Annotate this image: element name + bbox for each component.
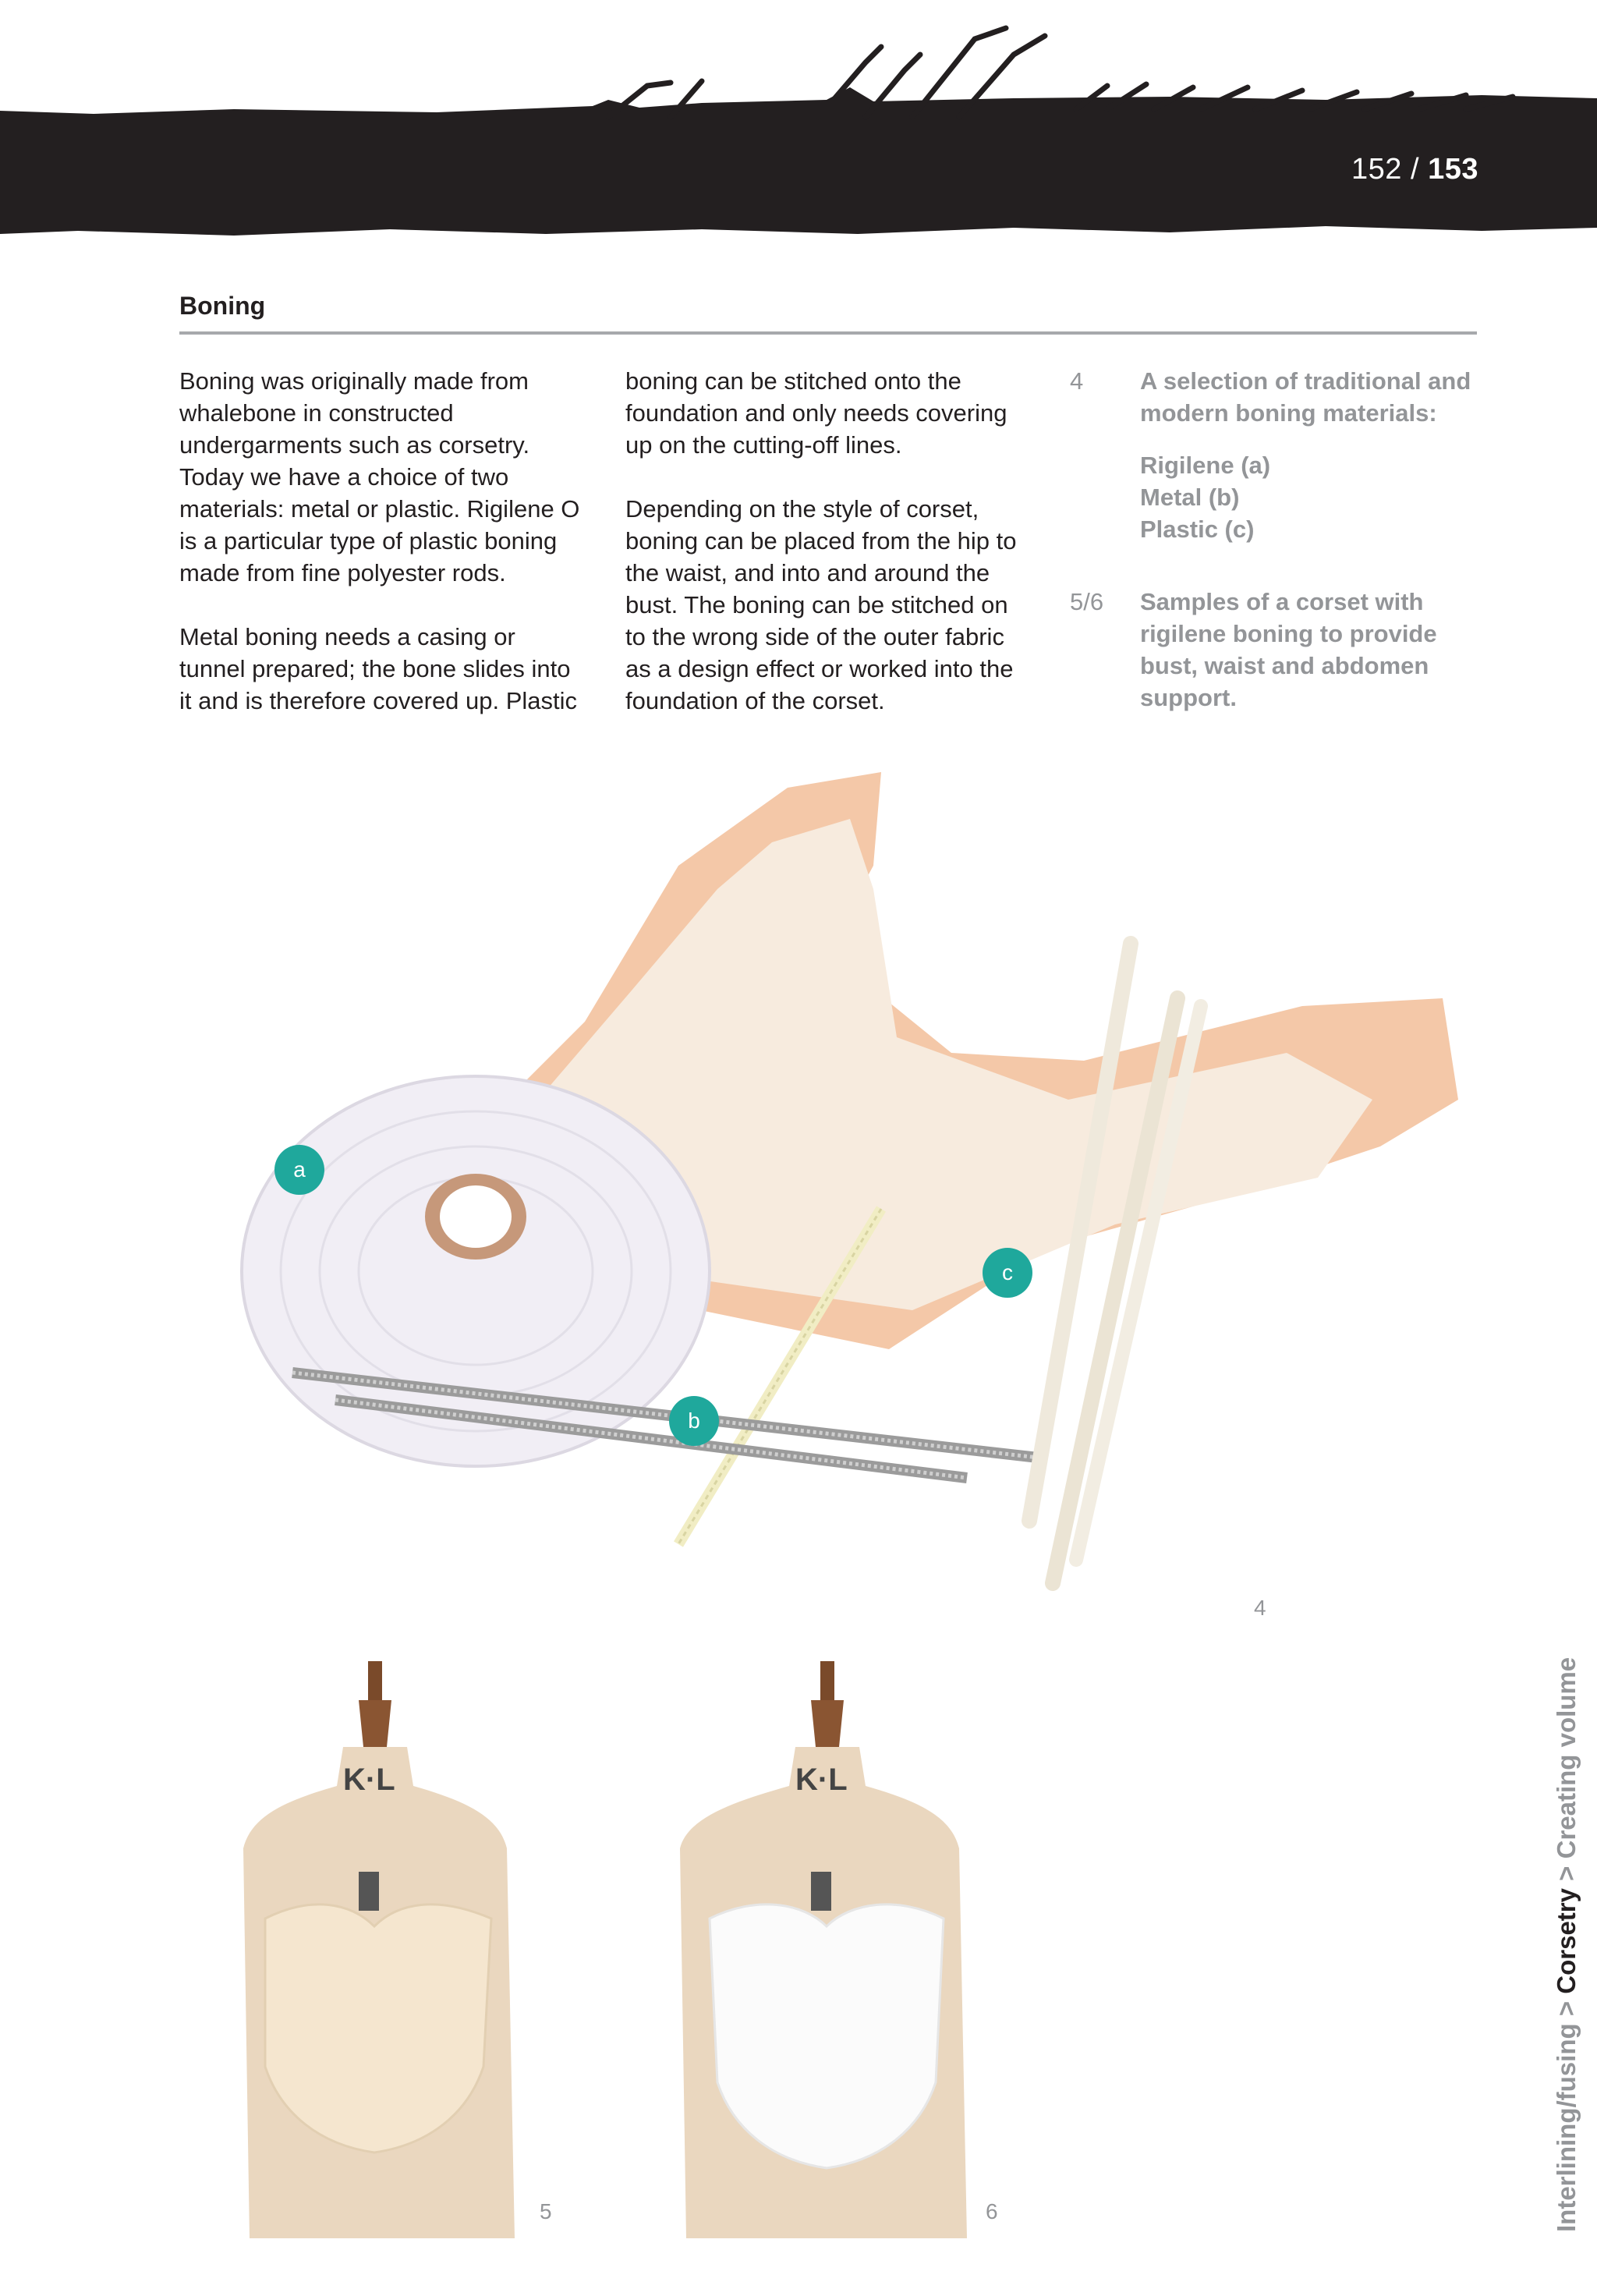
- body-paragraph: Depending on the style of corset, boning can be placed from the hip to the waist, and into and around the bust. The boning can be stitched on to the wrong side of the outer fabric as a design effect or worked into the foundation of the corset.: [625, 495, 1017, 714]
- boning-materials-photo: [226, 772, 1458, 1669]
- figure-4-label: 4: [1254, 1596, 1266, 1620]
- header-brush-band: [0, 0, 1597, 250]
- marker-b: b: [669, 1396, 719, 1446]
- caption-text: A selection of traditional and modern boning materials:: [1140, 367, 1471, 427]
- nav-item-creating-volume: Creating volume: [1552, 1656, 1581, 1859]
- nav-separator: >: [1552, 1993, 1581, 2024]
- page-number-right: 153: [1428, 153, 1478, 186]
- nav-item-corsetry: Corsetry: [1552, 1888, 1581, 1994]
- page-number-separator: /: [1401, 153, 1429, 186]
- caption-text: Samples of a corset with rigilene boning to provide bust, waist and abdomen support.: [1140, 588, 1437, 711]
- figure-6-label: 6: [986, 2199, 998, 2223]
- figure-5-label: 5: [540, 2199, 552, 2223]
- nav-separator: >: [1552, 1858, 1581, 1888]
- body-paragraph: Metal boning needs a casing or tunnel prepared; the bone slides into it and is therefore covered up. Plastic: [179, 623, 578, 714]
- page-number: [1351, 153, 1478, 186]
- caption-number: 5/6: [1070, 588, 1104, 615]
- caption-4: [1070, 365, 1491, 565]
- dress-form-illustration: [671, 1661, 998, 2238]
- section-heading: [179, 292, 1477, 335]
- boning-materials-illustration: [226, 772, 1458, 1669]
- caption-number: 4: [1070, 367, 1084, 395]
- body-paragraph: Boning was originally made from whalebone in constructed undergarments such as corsetry. Today we have a choice of two materials: metal or plastic. Rigilene O is a particular type of plastic boning made from fine polyester rods.: [179, 367, 580, 586]
- form-brand-mark: K·L: [795, 1763, 848, 1797]
- section-title: Boning: [179, 292, 266, 320]
- nav-item-interlining: Interlining/fusing: [1552, 2023, 1581, 2232]
- dress-form-illustration: [234, 1661, 561, 2238]
- caption-list: [1140, 449, 1491, 545]
- page-number-left: 152: [1351, 153, 1402, 186]
- caption-list-item: Rigilene (a): [1140, 452, 1271, 479]
- form-brand-mark: K·L: [343, 1763, 395, 1797]
- caption-list-item: Metal (b): [1140, 484, 1240, 511]
- marker-a: a: [274, 1145, 324, 1195]
- captions-column: [1070, 365, 1491, 754]
- caption-list-item: Plastic (c): [1140, 516, 1255, 543]
- side-navigation: [1552, 1657, 1581, 2232]
- body-column-2: [625, 365, 1031, 749]
- corset-form-photo-6: [671, 1661, 998, 2238]
- corset-form-photo-5: [234, 1661, 561, 2238]
- marker-c: c: [983, 1248, 1032, 1298]
- caption-5-6: [1070, 586, 1491, 734]
- corset: [710, 1904, 944, 2168]
- body-column-1: [179, 365, 585, 749]
- body-paragraph: boning can be stitched onto the foundation and only needs covering up on the cutting-off lines.: [625, 367, 1007, 459]
